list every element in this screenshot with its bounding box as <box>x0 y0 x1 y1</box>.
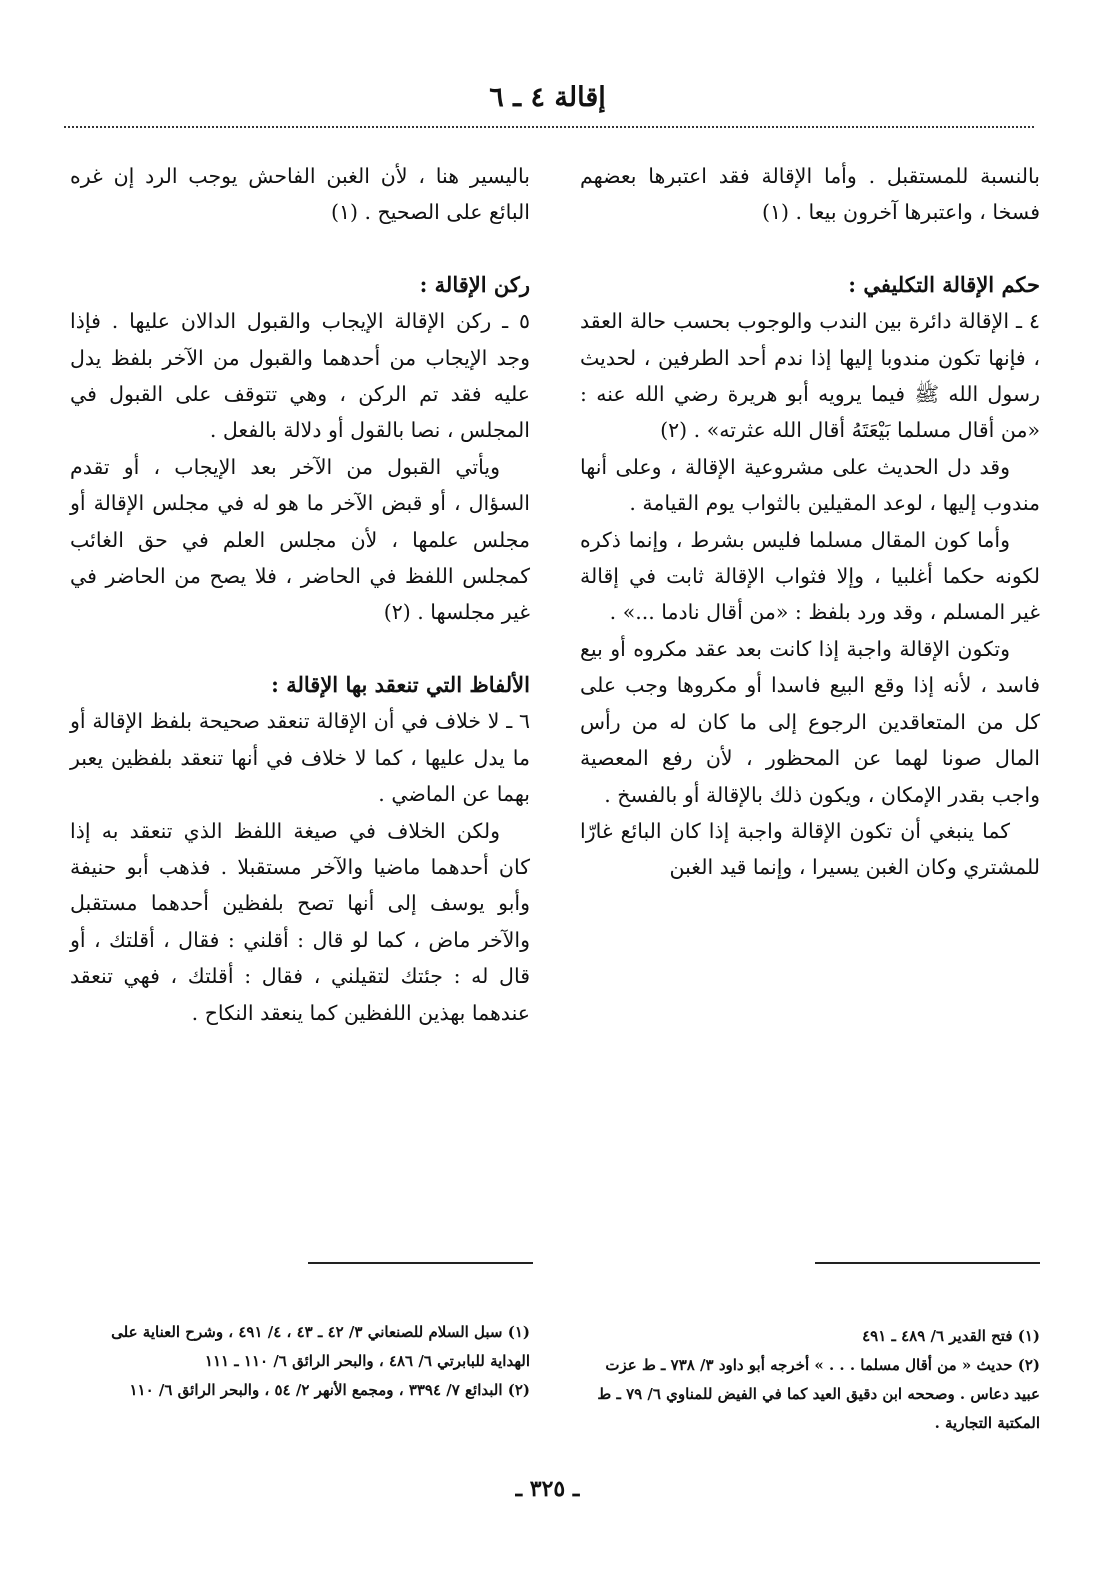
paragraph: باليسير هنا ، لأن الغبن الفاحش يوجب الرد إن غره البائع على الصحيح . (١) <box>70 164 530 225</box>
paragraph: ٤ ـ الإقالة دائرة بين الندب والوجوب بحسب حالة العقد ، فإنها تكون مندوبا إليها إذا ندم أحد الطرفين ، لحديث رسول الله ﷺ فيما يرويه أبو هريرة رضي الله عنه : «من أقال مسلما بَيْعَتَهُ أقال الله عثرته» . (٢) <box>580 309 1040 443</box>
paragraph: وقد دل الحديث على مشروعية الإقالة ، وعلى أنها مندوب إليها ، لوعد المقيلين بالثواب يوم القيامة . <box>580 454 1040 516</box>
paragraph: وأما كون المقال مسلما فليس بشرط ، وإنما ذكره لكونه حكما أغلبيا ، وإلا فثواب الإقالة ثابت في إقالة غير المسلم ، وقد ورد بلفظ : «من أقال نادما ...» . <box>580 527 1040 625</box>
left-column <box>70 158 530 1031</box>
footnote-divider <box>815 1262 1040 1264</box>
footnote: (٢) البدائع ٧/ ٣٣٩٤ ، ومجمع الأنهر ٢/ ٥٤ ، والبحر الرائق ٦/ ١١٠ <box>129 1381 530 1399</box>
footnote: (٢) حديث « من أقال مسلما . . . » أخرجه أبو داود ٣/ ٧٣٨ ـ ط عزت عبيد دعاس . وصححه ابن دقيق العيد كما في الفيض للمناوي ٦/ ٧٩ ـ ط المكتبة التجارية . <box>597 1356 1040 1432</box>
paragraph: بالنسبة للمستقبل . وأما الإقالة فقد اعتبرها بعضهم فسخا ، واعتبرها آخرون بيعا . (١) <box>580 164 1040 225</box>
section-heading: الألفاظ التي تنعقد بها الإقالة : <box>271 671 530 697</box>
paragraph: ولكن الخلاف في صيغة اللفظ الذي تنعقد به إذا كان أحدهما ماضيا والآخر مستقبلا . فذهب أبو حنيفة وأبو يوسف إلى أنها تصح بلفظين أحدهما مستقبل والآخر ماض ، كما لو قال : أقلني : فقال ، أقلتك ، أو قال له : جئتك لتقيلني ، فقال : أقلتك ، فهي تنعقد عندهما بهذين اللفظين كما ينعقد النكاح . <box>70 818 530 1025</box>
footnotes-left <box>70 1318 530 1405</box>
paragraph: وتكون الإقالة واجبة إذا كانت بعد عقد مكروه أو بيع فاسد ، لأنه إذا وقع البيع فاسدا أو مكروها وجب على كل من المتعاقدين الرجوع إلى ما كان له من رأس المال صونا لهما عن المحظور ، لأن رفع المعصية واجب بقدر الإمكان ، ويكون ذلك بالإقالة أو بالفسخ . <box>580 636 1040 807</box>
paragraph: ويأتي القبول من الآخر بعد الإيجاب ، أو تقدم السؤال ، أو قبض الآخر ما هو له في مجلس الإقالة أو مجلس علمها ، لأن مجلس العلم في حق الغائب كمجلس اللفظ في الحاضر ، فلا يصح من الحاضر في غير مجلسها . (٢) <box>70 454 530 625</box>
right-column <box>580 158 1040 886</box>
running-header: إقالة ٤ ـ ٦ <box>489 82 606 113</box>
paragraph: ٥ ـ ركن الإقالة الإيجاب والقبول الدالان عليها . فإذا وجد الإيجاب من أحدهما والقبول من الآخر بلفظ يدل عليه فقد تم الركن ، وهي تتوقف على القبول في المجلس ، نصا بالقول أو دلالة بالفعل . <box>70 309 530 443</box>
paragraph: كما ينبغي أن تكون الإقالة واجبة إذا كان البائع غارّا للمشتري وكان الغبن يسيرا ، وإنما قيد الغبن <box>580 818 1040 880</box>
footnotes-right <box>580 1322 1040 1438</box>
section-heading: ركن الإقالة : <box>419 271 530 297</box>
page-number: ـ ٣٢٥ ـ <box>515 1476 580 1502</box>
footnote: (١) سبل السلام للصنعاني ٣/ ٤٢ ـ ٤٣ ، ٤/ ٤٩١ ، وشرح العناية على الهداية للبابرتي ٦/ ٤٨٦ ، والبحر الرائق ٦/ ١١٠ ـ ١١١ <box>111 1323 530 1370</box>
footnote-divider <box>308 1262 533 1264</box>
section-heading: حكم الإقالة التكليفي : <box>848 271 1040 297</box>
paragraph: ٦ ـ لا خلاف في أن الإقالة تنعقد صحيحة بلفظ الإقالة أو ما يدل عليها ، كما لا خلاف في أنها تنعقد بلفظين يعبر بهما عن الماضي . <box>70 709 530 807</box>
header-divider <box>64 126 1034 128</box>
footnote: (١) فتح القدير ٦/ ٤٨٩ ـ ٤٩١ <box>862 1327 1040 1345</box>
